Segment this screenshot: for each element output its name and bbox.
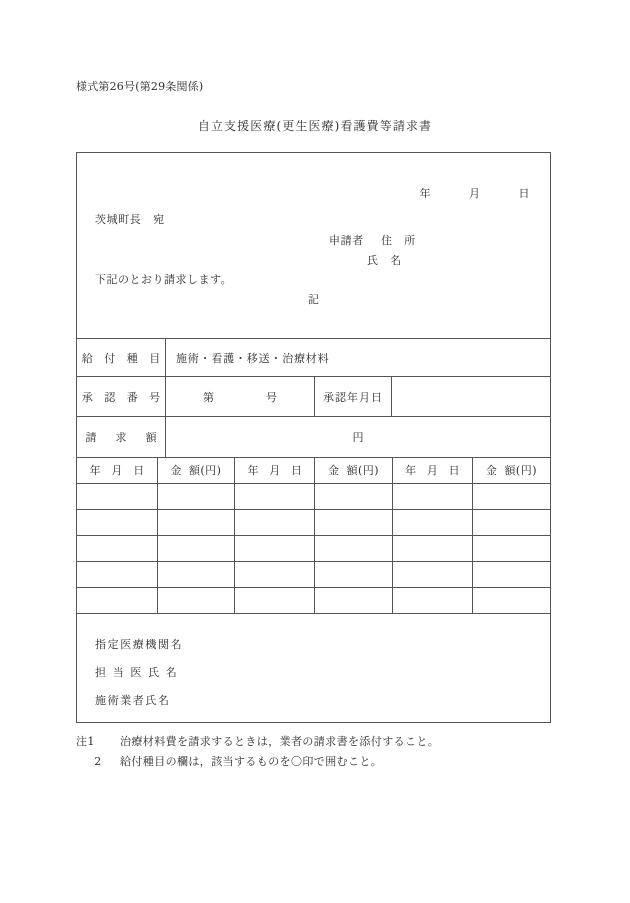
table-cell[interactable] <box>472 509 550 535</box>
table-cell[interactable] <box>235 509 315 535</box>
date-day-label: 日 <box>518 187 530 200</box>
header-month-1: 月 <box>111 464 123 478</box>
header-day-1: 日 <box>133 464 145 478</box>
applicant-label: 申請者 <box>329 234 364 247</box>
table-cell[interactable] <box>157 483 234 509</box>
table-cell[interactable] <box>157 535 234 561</box>
page-title: 自立支援医療(更生医療)看護費等請求書 <box>197 119 433 133</box>
note-item <box>76 732 439 752</box>
table-row <box>77 587 550 613</box>
table-cell[interactable] <box>315 561 392 587</box>
applicant-block <box>329 231 416 271</box>
request-statement: 下記のとおり請求します。 <box>95 273 233 286</box>
claim-detail-table <box>77 458 550 614</box>
table-cell[interactable] <box>157 587 234 613</box>
table-cell[interactable] <box>315 535 392 561</box>
column-header-amount-1 <box>157 458 234 483</box>
approval-row <box>77 377 550 417</box>
table-cell[interactable] <box>392 509 472 535</box>
table-cell[interactable] <box>77 483 157 509</box>
table-cell[interactable] <box>315 587 392 613</box>
table-cell[interactable] <box>77 509 157 535</box>
header-kin-1: 金 <box>170 464 182 478</box>
practitioner-label[interactable]: 施術業者氏名 <box>95 693 171 707</box>
approval-number-field[interactable] <box>166 377 315 416</box>
table-cell[interactable] <box>392 535 472 561</box>
applicant-name-label: 氏 名 <box>367 254 402 267</box>
table-cell[interactable] <box>77 587 157 613</box>
table-cell[interactable] <box>392 587 472 613</box>
addressee-label: 茨城町長 宛 <box>95 213 165 226</box>
table-cell[interactable] <box>77 535 157 561</box>
attending-doctor-label[interactable]: 担 当 医 氏 名 <box>95 665 179 679</box>
table-cell[interactable] <box>472 483 550 509</box>
table-cell[interactable] <box>392 561 472 587</box>
form-code-label: 様式第26号(第29条関係) <box>76 80 204 93</box>
column-header-date-2 <box>235 458 315 483</box>
table-cell[interactable] <box>157 561 234 587</box>
table-cell[interactable] <box>315 509 392 535</box>
table-cell[interactable] <box>235 483 315 509</box>
applicant-address-row <box>329 231 416 251</box>
table-cell[interactable] <box>157 509 234 535</box>
header-day-2: 日 <box>290 464 302 478</box>
header-gaku-2: 額(円) <box>346 464 380 478</box>
header-year-3: 年 <box>405 464 417 478</box>
approval-number-suffix: 号 <box>266 390 277 404</box>
header-kin-2: 金 <box>328 464 340 478</box>
approval-number-prefix: 第 <box>203 390 214 404</box>
approval-number-label: 承 認 番 号 <box>77 377 166 416</box>
note-text: 給付種目の欄は，該当するものを〇印で囲むこと。 <box>120 755 383 768</box>
claim-amount-field[interactable] <box>166 417 550 457</box>
form-notes <box>76 732 439 772</box>
table-row <box>77 509 550 535</box>
header-month-3: 月 <box>426 464 438 478</box>
note-item <box>76 752 439 772</box>
table-row <box>77 535 550 561</box>
table-cell[interactable] <box>77 561 157 587</box>
header-gaku-3: 額(円) <box>504 464 538 478</box>
claim-amount-label: 請 求 額 <box>77 417 166 457</box>
approval-date-field[interactable] <box>392 377 550 416</box>
note-marker: 注1 <box>76 735 95 748</box>
benefit-type-options[interactable]: 施術・看護・移送・治療材料 <box>176 351 330 365</box>
column-header-amount-2 <box>315 458 392 483</box>
claim-amount-row <box>77 417 550 458</box>
table-row <box>77 483 550 509</box>
header-day-3: 日 <box>448 464 460 478</box>
institution-region <box>77 614 550 722</box>
table-cell[interactable] <box>472 535 550 561</box>
table-cell[interactable] <box>392 483 472 509</box>
designated-institution-label[interactable]: 指定医療機関名 <box>95 637 184 651</box>
submission-date-line <box>420 185 531 201</box>
table-row <box>77 561 550 587</box>
approval-date-label: 承認年月日 <box>315 377 392 416</box>
header-kin-3: 金 <box>485 464 498 478</box>
table-cell[interactable] <box>472 561 550 587</box>
table-cell[interactable] <box>472 587 550 613</box>
benefit-type-label: 給 付 種 目 <box>77 339 166 376</box>
table-cell[interactable] <box>315 483 392 509</box>
header-gaku-1: 額(円) <box>188 464 222 478</box>
request-form-box <box>76 152 551 723</box>
header-year-1: 年 <box>89 464 101 478</box>
column-header-date-3 <box>392 458 472 483</box>
column-header-date-1 <box>77 458 157 483</box>
claim-amount-unit: 円 <box>352 431 364 444</box>
applicant-address-label: 住 所 <box>381 234 416 247</box>
applicant-name-row <box>329 251 416 271</box>
note-text: 治療材料費を請求するときは，業者の請求書を添付すること。 <box>120 735 440 748</box>
claim-detail-body <box>77 483 550 613</box>
header-year-2: 年 <box>247 464 259 478</box>
benefit-type-row <box>77 339 550 377</box>
ki-mark: 記 <box>308 293 319 306</box>
note-marker: 2 <box>94 755 102 768</box>
date-month-label: 月 <box>469 187 481 200</box>
header-month-2: 月 <box>269 464 281 478</box>
table-cell[interactable] <box>235 561 315 587</box>
column-header-amount-3 <box>472 458 550 483</box>
form-header-region <box>77 153 550 339</box>
table-cell[interactable] <box>235 587 315 613</box>
claim-detail-header <box>77 458 550 483</box>
table-cell[interactable] <box>235 535 315 561</box>
date-year-label: 年 <box>419 187 431 200</box>
table-header-row <box>77 458 550 483</box>
